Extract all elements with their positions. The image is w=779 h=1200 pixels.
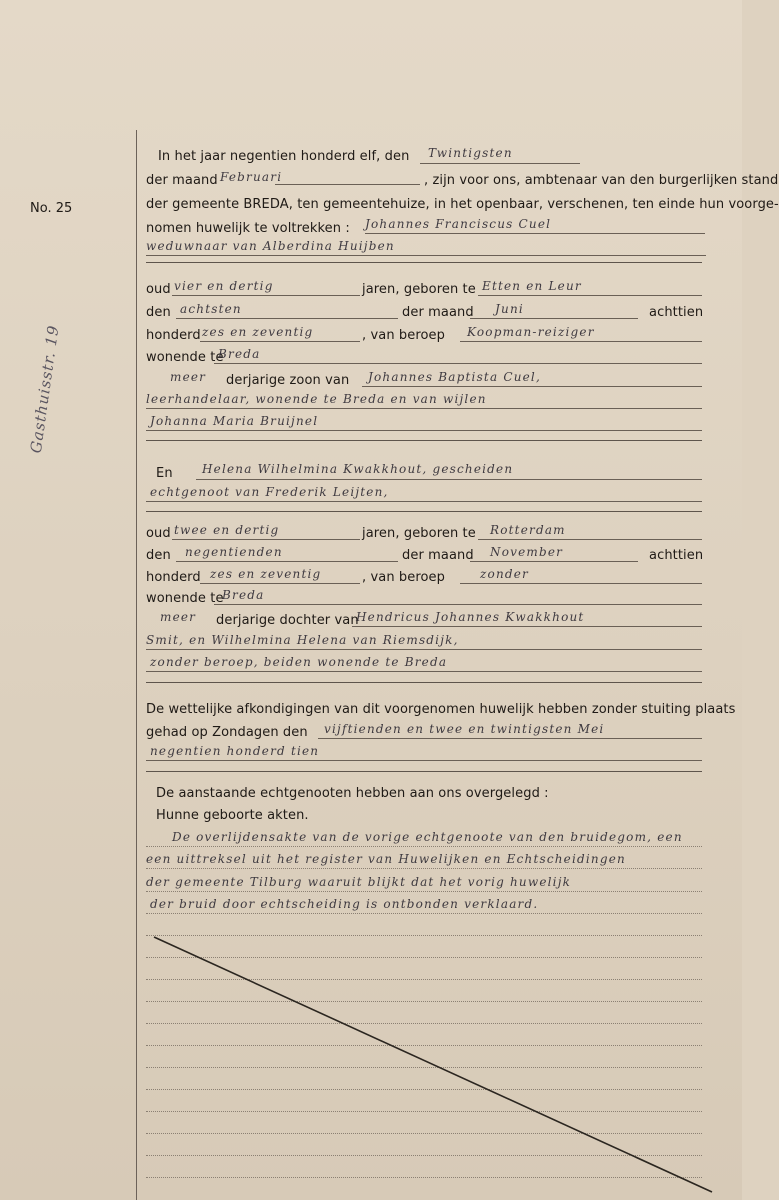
hw-groom-birth-year: zes en zeventig xyxy=(202,325,314,339)
hw-documents-4: der bruid door echtscheiding is ontbonden verklaard. xyxy=(150,897,539,911)
hw-publication-year: negentien honderd tien xyxy=(150,744,320,758)
groom-achttien-label: achttien xyxy=(649,305,704,320)
hw-groom-father: Johannes Baptista Cuel, xyxy=(368,370,541,384)
intro-line-4: nomen huwelijk te voltrekken : xyxy=(146,221,350,236)
groom-honderd-label: honderd xyxy=(146,328,201,343)
hw-bride-birth-day: negentienden xyxy=(185,545,283,559)
hw-marriage-month: Februari xyxy=(220,170,283,184)
hw-bride-residence: Breda xyxy=(222,588,265,602)
hw-groom-birth-day: achtsten xyxy=(180,302,242,316)
documents-line-2: Hunne geboorte akten. xyxy=(156,808,309,823)
hw-documents-2: een uittreksel uit het register van Huwelijken en Echtscheidingen xyxy=(146,852,626,866)
publications-line-2: gehad op Zondagen den xyxy=(146,725,308,740)
hw-bride-name: Helena Wilhelmina Kwakkhout, gescheiden xyxy=(202,462,514,476)
groom-maand-label: der maand xyxy=(402,305,474,320)
hw-marriage-day: Twintigsten xyxy=(428,146,513,160)
hw-bride-age: twee en dertig xyxy=(174,523,280,537)
hw-groom-status: weduwnaar van Alberdina Huijben xyxy=(146,239,395,253)
bride-jaren-label: jaren, geboren te xyxy=(362,526,476,541)
hw-groom-parents-2: leerhandelaar, wonende te Breda en van wijlen xyxy=(146,392,487,406)
hw-documents-3: der gemeente Tilburg waaruit blijkt dat het vorig huwelijk xyxy=(146,875,572,889)
hw-groom-meer: meer xyxy=(170,370,207,384)
intro-line-2b: , zijn voor ons, ambtenaar van den burgerlijken stand xyxy=(424,173,779,188)
bride-beroep-label: , van beroep xyxy=(362,570,446,585)
groom-oud-label: oud xyxy=(146,282,171,297)
hw-documents-1: De overlijdensakte van de vorige echtgenoote van den bruidegom, een xyxy=(172,830,683,844)
bride-achttien-label: achttien xyxy=(649,548,704,563)
groom-jaren-label: jaren, geboren te xyxy=(362,282,476,297)
intro-line-3: der gemeente BREDA, ten gemeentehuize, in het openbaar, verschenen, ten einde hun voorge- xyxy=(146,197,779,212)
hw-publication-dates: vijftienden en twee en twintigsten Mei xyxy=(324,722,605,736)
hw-bride-birth-year: zes en zeventig xyxy=(210,567,322,581)
groom-den-label: den xyxy=(146,305,171,320)
hw-bride-meer: meer xyxy=(160,610,197,624)
bride-wonende-label: wonende te xyxy=(146,591,224,606)
hw-groom-name: Johannes Franciscus Cuel xyxy=(365,217,552,231)
hw-groom-mother: Johanna Maria Bruijnel xyxy=(150,414,319,428)
groom-zoon-label: derjarige zoon van xyxy=(226,373,350,388)
documents-line-1: De aanstaande echtgenooten hebben aan ons overgelegd : xyxy=(156,786,549,801)
hw-bride-birthplace: Rotterdam xyxy=(490,523,566,537)
margin-side-note: Gasthuisstr. 19 xyxy=(26,323,63,455)
intro-line-2a: der maand xyxy=(146,173,218,188)
hw-groom-birth-month: Juni xyxy=(495,302,524,316)
hw-bride-parents-2: Smit, en Wilhelmina Helena van Riemsdijk, xyxy=(146,633,459,647)
hw-bride-status: echtgenoot van Frederik Leijten, xyxy=(150,485,389,499)
bride-maand-label: der maand xyxy=(402,548,474,563)
hw-bride-birth-month: November xyxy=(490,545,564,559)
bride-en-label: En xyxy=(156,466,173,481)
intro-line-1: In het jaar negentien honderd elf, den xyxy=(158,149,410,164)
groom-beroep-label: , van beroep xyxy=(362,328,446,343)
hw-groom-residence: Breda xyxy=(218,347,261,361)
hw-groom-birthplace: Etten en Leur xyxy=(482,279,582,293)
hw-bride-parents-3: zonder beroep, beiden wonende te Breda xyxy=(150,655,448,669)
bride-dochter-label: derjarige dochter van xyxy=(216,613,359,628)
hw-bride-occupation: zonder xyxy=(480,567,529,581)
hw-bride-father: Hendricus Johannes Kwakkhout xyxy=(356,610,585,624)
bride-oud-label: oud xyxy=(146,526,171,541)
publications-line-1: De wettelijke afkondigingen van dit voorgenomen huwelijk hebben zonder stuiting plaats xyxy=(146,702,736,717)
groom-wonende-label: wonende te xyxy=(146,350,224,365)
bride-honderd-label: honderd xyxy=(146,570,201,585)
hw-groom-occupation: Koopman-reiziger xyxy=(467,325,595,339)
bride-den-label: den xyxy=(146,548,171,563)
hw-groom-age: vier en dertig xyxy=(174,279,274,293)
record-number: No. 25 xyxy=(30,201,73,216)
